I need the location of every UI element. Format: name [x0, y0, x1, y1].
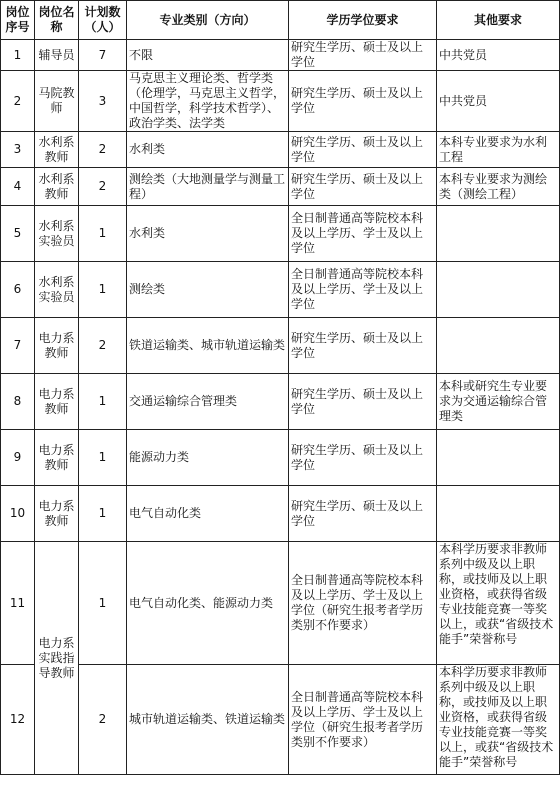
cell-major: 铁道运输类、城市轨道运输类	[127, 318, 289, 374]
cell-education: 研究生学历、硕士及以上学位	[289, 430, 437, 486]
cell-no: 6	[1, 262, 35, 318]
cell-name-merged: 电力系实践指导教师	[35, 542, 79, 775]
cell-other: 本科学历要求非教师系列中级及以上职称，或技师及以上职业资格，或获得省级专业技能竞赛一等奖以上，或获“省级技术能手”荣誉称号	[437, 665, 560, 775]
header-major: 专业类别（方向）	[127, 1, 289, 40]
cell-count: 2	[79, 665, 127, 775]
cell-other	[437, 430, 560, 486]
header-other: 其他要求	[437, 1, 560, 40]
cell-name: 电力系教师	[35, 374, 79, 430]
cell-no: 4	[1, 168, 35, 206]
cell-other	[437, 486, 560, 542]
cell-education: 研究生学历、硕士及以上学位	[289, 132, 437, 168]
cell-major: 城市轨道运输类、铁道运输类	[127, 665, 289, 775]
header-position-name: 岗位名称	[35, 1, 79, 40]
header-planned-count: 计划数（人）	[79, 1, 127, 40]
cell-name: 水利系实验员	[35, 262, 79, 318]
table-row	[1, 374, 560, 430]
cell-no: 8	[1, 374, 35, 430]
cell-count: 7	[79, 40, 127, 71]
cell-education: 全日制普通高等院校本科及以上学历、学士及以上学位（研究生报考者学历类别不作要求）	[289, 542, 437, 665]
cell-education: 全日制普通高等院校本科及以上学历、学士及以上学位	[289, 206, 437, 262]
cell-no: 3	[1, 132, 35, 168]
cell-count: 1	[79, 430, 127, 486]
cell-no: 1	[1, 40, 35, 71]
cell-name: 水利系教师	[35, 168, 79, 206]
table-row	[1, 262, 560, 318]
cell-major: 电气自动化类、能源动力类	[127, 542, 289, 665]
table-row	[1, 486, 560, 542]
cell-no: 10	[1, 486, 35, 542]
cell-education: 研究生学历、硕士及以上学位	[289, 40, 437, 71]
cell-count: 2	[79, 168, 127, 206]
cell-major: 马克思主义理论类、哲学类（伦理学，马克思主义哲学，中国哲学，科学技术哲学）、政治学类、法学类	[127, 71, 289, 132]
cell-no: 9	[1, 430, 35, 486]
cell-count: 1	[79, 262, 127, 318]
cell-other	[437, 318, 560, 374]
cell-name: 电力系教师	[35, 486, 79, 542]
cell-other: 中共党员	[437, 71, 560, 132]
cell-count: 1	[79, 486, 127, 542]
cell-other: 本科专业要求为水利工程	[437, 132, 560, 168]
cell-major: 水利类	[127, 206, 289, 262]
cell-count: 1	[79, 374, 127, 430]
cell-education: 研究生学历、硕士及以上学位	[289, 374, 437, 430]
cell-other: 本科或研究生专业要求为交通运输综合管理类	[437, 374, 560, 430]
table-row	[1, 665, 560, 775]
cell-name: 水利系教师	[35, 132, 79, 168]
cell-education: 研究生学历、硕士及以上学位	[289, 168, 437, 206]
cell-major: 测绘类	[127, 262, 289, 318]
cell-major: 能源动力类	[127, 430, 289, 486]
cell-education: 全日制普通高等院校本科及以上学历、学士及以上学位	[289, 262, 437, 318]
cell-major: 测绘类（大地测量学与测量工程）	[127, 168, 289, 206]
cell-other: 中共党员	[437, 40, 560, 71]
cell-education: 研究生学历、硕士及以上学位	[289, 486, 437, 542]
cell-name: 电力系教师	[35, 318, 79, 374]
cell-no: 5	[1, 206, 35, 262]
cell-name: 辅导员	[35, 40, 79, 71]
cell-no: 11	[1, 542, 35, 665]
cell-education: 全日制普通高等院校本科及以上学历、学士及以上学位（研究生报考者学历类别不作要求）	[289, 665, 437, 775]
cell-no: 7	[1, 318, 35, 374]
cell-count: 2	[79, 318, 127, 374]
cell-count: 3	[79, 71, 127, 132]
cell-no: 12	[1, 665, 35, 775]
cell-count: 1	[79, 206, 127, 262]
cell-name: 水利系实验员	[35, 206, 79, 262]
header-education: 学历学位要求	[289, 1, 437, 40]
cell-name: 电力系教师	[35, 430, 79, 486]
table-row	[1, 542, 560, 665]
table-row	[1, 318, 560, 374]
cell-name: 马院教师	[35, 71, 79, 132]
header-position-no: 岗位序号	[1, 1, 35, 40]
cell-no: 2	[1, 71, 35, 132]
cell-major: 交通运输综合管理类	[127, 374, 289, 430]
table-row	[1, 430, 560, 486]
cell-education: 研究生学历、硕士及以上学位	[289, 318, 437, 374]
table-row	[1, 40, 560, 71]
table-row	[1, 71, 560, 132]
cell-count: 1	[79, 542, 127, 665]
cell-major: 不限	[127, 40, 289, 71]
cell-major: 水利类	[127, 132, 289, 168]
cell-other: 本科学历要求非教师系列中级及以上职称，或技师及以上职业资格，或获得省级专业技能竞赛一等奖以上，或获“省级技术能手”荣誉称号	[437, 542, 560, 665]
cell-major: 电气自动化类	[127, 486, 289, 542]
cell-education: 研究生学历、硕士及以上学位	[289, 71, 437, 132]
table-row	[1, 132, 560, 168]
header-row	[1, 1, 560, 40]
table-row	[1, 168, 560, 206]
cell-other	[437, 262, 560, 318]
cell-other: 本科专业要求为测绘类（测绘工程）	[437, 168, 560, 206]
table-row	[1, 206, 560, 262]
cell-other	[437, 206, 560, 262]
cell-count: 2	[79, 132, 127, 168]
